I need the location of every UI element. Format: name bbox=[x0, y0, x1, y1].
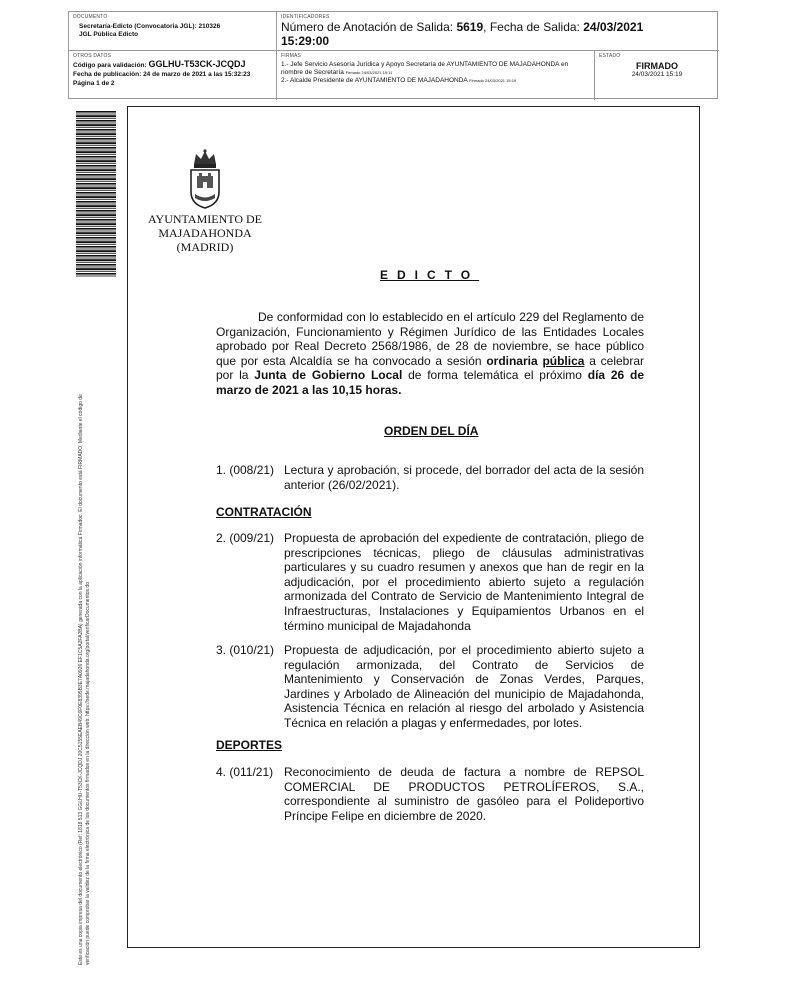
agenda-item-text: Propuesta de adjudicación, por el procedimiento abierto sujeto a regulación armonizada, del Contrato de Servicios de Mantenimiento y Conservación de Zonas Verdes, Parques, Jardines y Arbolado de Alineación del municipio de Majadahonda, Asistencia Técnica en relación al riesgo del arbolado y Asistencia Técnica en relación a plagas y enfermedades, por lotes. bbox=[284, 643, 644, 730]
agenda-item-text: Propuesta de aprobación del expediente de contratación, pliego de prescripciones técnicas, pliego de cláusulas administrativas particulares y su cuadro resumen y anexos que han de regir en la adjudicación, por el procedimiento abierto sujeto a regulación armonizada del Contrato de Servicio de Mantenimiento Integral de Infraestructuras, Instalaciones y Equipamientos Urbanos en el término municipal de Majadahonda bbox=[284, 531, 644, 633]
intro-text-1: De conformidad con lo establecido en el artículo 229 del Reglamento de Organización, Funcionamiento y Régimen Jurídico de las Entidades Locales aprobado por Real Decreto 2568/1986, de 28 de noviembre, se hace público que por esta Alcaldía se ha convocado a sesión bbox=[216, 310, 644, 368]
coat-of-arms-icon bbox=[185, 148, 225, 210]
firma-1: 1.- Jefe Servicio Asesoría Jurídica y Apoyo Secretaría de AYUNTAMIENTO DE MAJADAHONDA en nombre de Secretaría bbox=[281, 61, 569, 76]
otros-datos-cell bbox=[69, 51, 277, 100]
intro-junta: Junta de Gobierno Local bbox=[254, 368, 403, 383]
verification-note bbox=[78, 394, 91, 965]
verification-note-line2: verificación puede comprobar la validez de la firma electrónica de los documentos firmados en la dirección web: https://sede.majadahonda.org/portal/verificarDocumentos.do bbox=[84, 582, 91, 965]
agenda-item-number: 2. (009/21) bbox=[216, 531, 275, 545]
estado-cell bbox=[595, 51, 719, 100]
intro-paragraph bbox=[216, 310, 644, 398]
estado-label: ESTADO bbox=[599, 53, 621, 59]
firma-2: 2.- Alcalde Presidente de AYUNTAMIENTO DE MAJADAHONDA bbox=[281, 77, 468, 84]
page-count: Página 1 de 2 bbox=[73, 80, 115, 87]
intro-publica: pública bbox=[542, 353, 585, 368]
agenda-item-number: 4. (011/21) bbox=[216, 765, 274, 779]
agenda-item bbox=[216, 531, 644, 633]
firmas-label: FIRMAS bbox=[281, 53, 302, 59]
intro-text-2: a celebrar por la bbox=[216, 353, 644, 383]
codigo-value: GGLHU-T53CK-JCQDJ bbox=[148, 59, 246, 69]
firmas-cell bbox=[277, 51, 595, 100]
codigo-prefix: Código para validación: bbox=[73, 62, 149, 69]
signature-header bbox=[68, 11, 718, 99]
identificador-num: 5619 bbox=[456, 20, 484, 34]
intro-ordinaria: ordinaria bbox=[486, 353, 538, 368]
letterhead-line3: (MADRID) bbox=[176, 240, 234, 254]
verification-note-line1: Este es una copia impresa del documento electrónico (Ref: 1818 513 GGLHU-T53CK-JCQDJ 20C5155EAEB49C6F0E8395B3E7A0926 EF1C5A2FA2BA) generada con la aplicación informática Firmadoc. El documento está FIRMADO. Mediante el código de bbox=[78, 394, 84, 965]
publicacion-date: Fecha de publicación: 24 de marzo de 2021 a las 15:32:23 bbox=[73, 71, 251, 78]
barcode-image bbox=[76, 111, 116, 277]
letterhead bbox=[140, 212, 270, 254]
intro-text-3: de forma telemática el próximo bbox=[402, 368, 588, 383]
documento-line2: JGL Pública Edicto bbox=[79, 31, 139, 38]
agenda-item bbox=[216, 463, 644, 492]
estado-value: FIRMADO bbox=[636, 61, 678, 71]
section-deportes: DEPORTES bbox=[216, 738, 283, 752]
documento-cell bbox=[69, 12, 277, 51]
identificador-prefix: Número de Anotación de Salida: bbox=[281, 20, 457, 34]
identificador-time: 15:29:00 bbox=[281, 34, 330, 48]
document-title: EDICTO bbox=[380, 268, 480, 282]
intro-fecha: día 26 de marzo de 2021 a las 10,15 horas. bbox=[216, 368, 645, 397]
agenda-item-text: Lectura y aprobación, si procede, del borrador del acta de la sesión anterior (26/02/2021). bbox=[284, 463, 644, 492]
documento-line1: Secretaría-Edicto (Convocatoria JGL): 210326 bbox=[79, 23, 221, 30]
orden-del-dia-heading: ORDEN DEL DÍA bbox=[384, 424, 479, 438]
estado-date: 24/03/2021 15:19 bbox=[631, 71, 683, 78]
agenda-item-number: 1. (008/21) bbox=[216, 463, 275, 477]
agenda-item bbox=[216, 765, 644, 823]
codigo-line bbox=[73, 60, 272, 70]
agenda-item-number: 3. (010/21) bbox=[216, 643, 275, 657]
firma-2-stamp: Firmado 24/03/2021 15:19 bbox=[469, 78, 517, 83]
documento-label: DOCUMENTO bbox=[73, 14, 108, 20]
identificador-date: 24/03/2021 bbox=[583, 20, 644, 34]
identificadores-label: IDENTIFICADORES bbox=[281, 14, 330, 20]
firma-1-stamp: Firmado 24/03/2021 15:11 bbox=[345, 70, 393, 75]
otros-label: OTROS DATOS bbox=[73, 53, 112, 59]
letterhead-line1: AYUNTAMIENTO DE bbox=[147, 212, 263, 226]
identificador-mid: , Fecha de Salida: bbox=[483, 20, 584, 34]
agenda-item bbox=[216, 643, 644, 731]
section-contratacion: CONTRATACIÓN bbox=[216, 505, 312, 519]
identificadores-cell bbox=[277, 12, 719, 51]
agenda-item-text: Reconocimiento de deuda de factura a nombre de REPSOL COMERCIAL DE PRODUCTOS PETROLÍFEROS, S.A., correspondiente al suministro de gasóleo para el Polideportivo Príncipe Felipe en diciembre de 2020. bbox=[284, 765, 644, 823]
letterhead-line2: MAJADAHONDA bbox=[158, 226, 252, 240]
